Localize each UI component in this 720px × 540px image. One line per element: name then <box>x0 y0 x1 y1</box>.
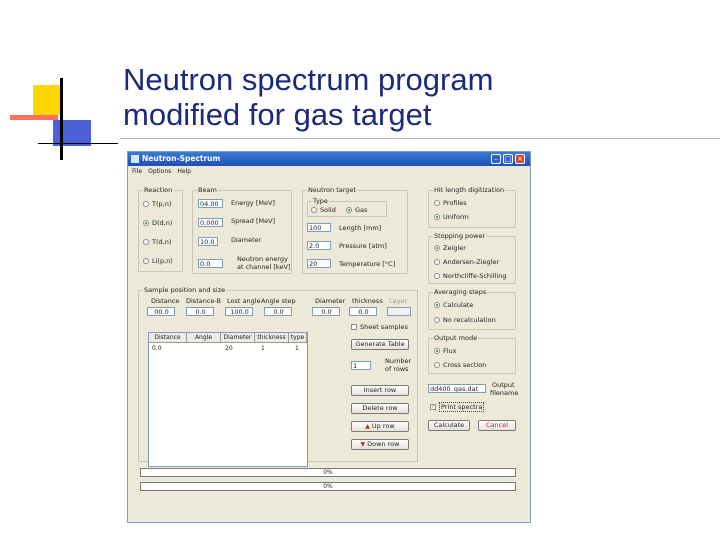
insert-row-button[interactable]: Insert row <box>351 385 409 396</box>
energy-input[interactable]: 04.00 <box>198 199 223 208</box>
hit-digitization-legend: Hit length digitization <box>434 186 505 194</box>
slide-title-line1: Neutron spectrum program <box>123 62 494 97</box>
menu-file[interactable]: File <box>132 168 143 175</box>
radio-selected-icon <box>434 245 440 251</box>
radio-icon <box>143 201 149 207</box>
length-label: Length [mm] <box>339 224 382 232</box>
sample-distance-b-input[interactable]: 0.0 <box>186 307 214 316</box>
sample-legend: Sample position and size <box>144 286 226 294</box>
pressure-input[interactable]: 2.0 <box>307 241 331 250</box>
type-option-gas[interactable]: Gas <box>346 206 367 214</box>
output-option-cross-section[interactable]: Cross section <box>434 361 486 369</box>
digitization-option-profiles[interactable]: Profiles <box>434 199 467 207</box>
averaging-legend: Averaging steps <box>434 288 487 296</box>
print-spectra-checkbox[interactable]: ✓ Print spectra <box>431 403 483 411</box>
stopping-power-legend: Stopping power <box>434 232 486 240</box>
target-type-legend: Type <box>313 197 328 205</box>
spread-input[interactable]: 0.000 <box>198 218 223 227</box>
close-button[interactable]: × <box>515 154 525 164</box>
checkmark-icon: ✓ <box>431 404 436 410</box>
output-mode-legend: Output mode <box>434 334 478 342</box>
window-titlebar[interactable] <box>128 152 530 166</box>
app-icon <box>131 155 139 163</box>
table-header-distance[interactable]: Distance <box>149 333 187 343</box>
stopping-option-zeigler[interactable]: Zeigler <box>434 244 466 252</box>
deco-yellow-square <box>33 85 63 115</box>
sample-thickness-input[interactable]: 0.0 <box>349 307 377 316</box>
digitization-option-uniform[interactable]: Uniform <box>434 213 469 221</box>
output-option-flux[interactable]: Flux <box>434 347 457 355</box>
output-filename-label-line2: filename <box>490 389 519 397</box>
pressure-label: Pressure [atm] <box>339 242 387 250</box>
table-row-type[interactable]: 1 <box>295 345 299 352</box>
sample-header-lost-angle: Lost angle <box>227 297 261 305</box>
number-of-rows-input[interactable]: 1 <box>351 361 371 370</box>
minimize-button[interactable]: – <box>491 154 501 164</box>
radio-selected-icon <box>434 348 440 354</box>
neutron-energy-label-line1: Neutron energy <box>237 255 288 263</box>
radio-icon <box>143 258 149 264</box>
averaging-option-calculate[interactable]: Calculate <box>434 301 473 309</box>
radio-icon <box>434 200 440 206</box>
radio-icon <box>311 207 317 213</box>
deco-red-bar <box>10 115 58 120</box>
sample-header-angle-step: Angle step <box>261 297 296 305</box>
sample-distance-input[interactable]: 00.0 <box>147 307 175 316</box>
maximize-button[interactable]: □ <box>504 155 512 163</box>
delete-row-button[interactable]: Delete row <box>351 403 409 414</box>
table-header-diameter[interactable]: Diameter <box>221 333 255 343</box>
energy-label: Energy [MeV] <box>231 199 275 207</box>
neutron-target-legend: Neutron target <box>308 186 356 194</box>
title-divider <box>120 138 720 139</box>
output-filename-input[interactable]: dd400_gas.dat <box>428 384 486 393</box>
down-row-button[interactable]: ▼ Down row <box>351 439 409 450</box>
sample-lost-angle-input[interactable]: 100.0 <box>225 307 253 316</box>
table-header-thickness[interactable]: thickness <box>255 333 289 343</box>
cancel-button[interactable]: Cancel <box>478 420 516 431</box>
app-window <box>127 151 531 523</box>
diameter-input[interactable]: 10.0 <box>198 237 218 246</box>
neutron-energy-input[interactable]: 0.0 <box>198 259 223 268</box>
window-title: Neutron-Spectrum <box>142 154 221 163</box>
table-row-thickness[interactable]: 1 <box>261 345 265 352</box>
neutron-energy-label-line2: at channel [keV] <box>237 263 291 271</box>
spread-label: Spread [MeV] <box>231 217 276 225</box>
sample-header-diameter: Diameter <box>315 297 346 305</box>
progress-bar-2: 0% <box>140 482 516 491</box>
table-row-diameter[interactable]: 20 <box>225 345 233 352</box>
checkbox-icon <box>351 324 357 330</box>
temperature-input[interactable]: 20 <box>307 259 331 268</box>
deco-vertical-line <box>60 78 63 160</box>
sample-table[interactable] <box>148 332 308 467</box>
target-type-group <box>307 197 387 217</box>
hit-digitization-group <box>428 186 516 228</box>
table-header-type[interactable]: type <box>289 333 307 343</box>
radio-icon <box>434 273 440 279</box>
stopping-option-andersen[interactable]: Andersen-Ziegler <box>434 258 499 266</box>
sheet-samples-checkbox[interactable]: Sheet samples <box>351 323 408 331</box>
generate-table-button[interactable]: Generate Table <box>351 339 409 350</box>
temperature-label: Temperature [°C] <box>339 260 396 268</box>
deco-horizontal-line <box>38 143 118 144</box>
radio-selected-icon <box>434 214 440 220</box>
averaging-option-no-recalc[interactable]: No recalculation <box>434 316 496 324</box>
type-option-solid[interactable]: Solid <box>311 206 336 214</box>
radio-selected-icon <box>434 302 440 308</box>
sample-angle-step-input[interactable]: 0.0 <box>264 307 292 316</box>
length-input[interactable]: 100 <box>307 223 331 232</box>
progress-bar-1: 0% <box>140 468 516 477</box>
menu-options[interactable]: Options <box>148 168 172 175</box>
output-filename-label-line1: Output <box>492 381 515 389</box>
radio-selected-icon <box>346 207 352 213</box>
reaction-legend: Reaction <box>144 186 173 194</box>
sample-header-layer: Layer <box>389 297 408 305</box>
up-arrow-icon: ▲ <box>365 423 370 430</box>
radio-icon <box>434 259 440 265</box>
sample-header-distance: Distance <box>151 297 180 305</box>
slide-title <box>123 62 493 132</box>
table-row-distance[interactable]: 0.0 <box>152 345 162 352</box>
table-header-angle[interactable]: Angle <box>187 333 221 343</box>
sample-header-thickness: thickness <box>352 297 383 305</box>
radio-selected-icon <box>143 220 149 226</box>
calculate-button[interactable]: Calculate <box>428 420 470 431</box>
output-mode-group <box>428 334 516 374</box>
beam-legend: Beam <box>198 186 217 194</box>
neutron-target-group <box>302 186 408 274</box>
reaction-group <box>138 186 183 272</box>
stopping-power-group <box>428 232 516 284</box>
down-arrow-icon: ▼ <box>360 441 366 448</box>
radio-icon <box>434 362 440 368</box>
slide-title-line2: modified for gas target <box>123 97 432 132</box>
sample-diameter-input[interactable]: 0.0 <box>312 307 340 316</box>
reaction-option-tpn[interactable]: T(p,n) <box>143 200 171 208</box>
menu-bar <box>128 167 530 177</box>
number-of-rows-label-line1: Number <box>385 357 412 365</box>
beam-group <box>192 186 292 274</box>
sample-header-distance-b: Distance-B <box>186 297 221 305</box>
reaction-option-tdn[interactable]: T(d,n) <box>143 238 171 246</box>
sample-layer-input[interactable] <box>387 307 411 316</box>
radio-icon <box>143 239 149 245</box>
reaction-option-ddn[interactable]: D(d,n) <box>143 219 172 227</box>
number-of-rows-label-line2: of rows <box>385 365 409 373</box>
reaction-option-lipn[interactable]: Li(p,n) <box>143 257 173 265</box>
up-row-button[interactable]: ▲ Up row <box>351 421 409 432</box>
diameter-label: Diameter <box>231 236 262 244</box>
radio-icon <box>434 317 440 323</box>
stopping-option-northcliffe[interactable]: Northcliffe-Schilling <box>434 272 506 280</box>
averaging-group <box>428 288 516 330</box>
menu-help[interactable]: Help <box>177 168 192 175</box>
